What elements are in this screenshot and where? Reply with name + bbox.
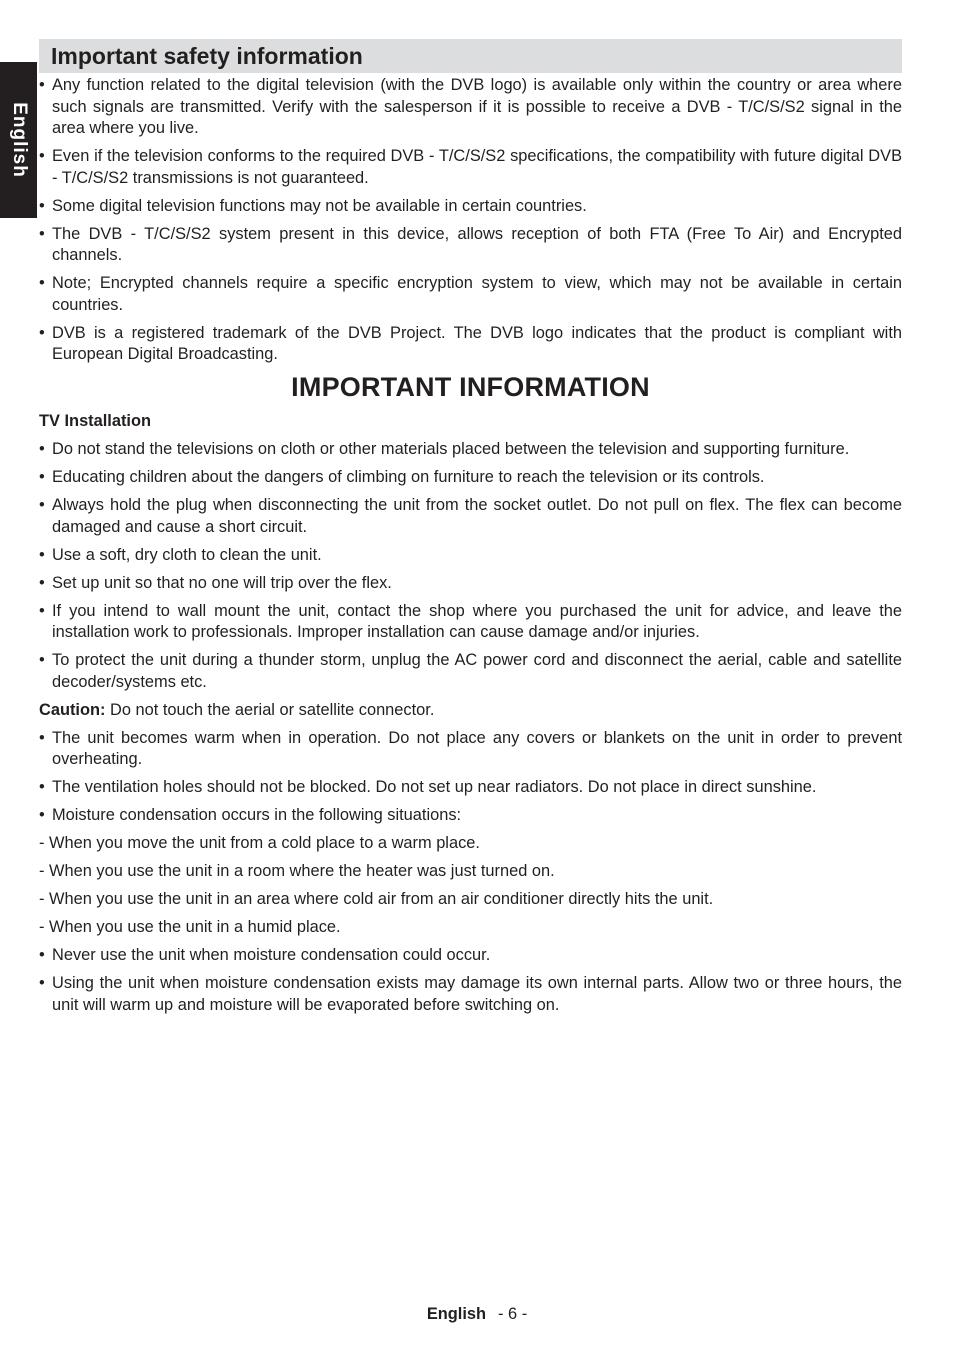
bullet-icon: • <box>39 573 45 592</box>
bullet-icon: • <box>39 224 45 243</box>
installation-bullet-list <box>39 439 902 693</box>
bullet-icon: • <box>39 728 45 747</box>
bullet-icon: • <box>39 274 45 292</box>
list-item: • Some digital television functions may not be available in certain countries. <box>39 196 902 218</box>
list-item: • Always hold the plug when disconnecting the unit from the socket outlet. Do not pull on flex. The flex can become damaged and cause a short circuit. <box>39 496 902 536</box>
list-item: • Any function related to the digital television (with the DVB logo) is available only within the country or area where such signals are transmitted. Verify with the salesperson if it is possible to receive a DVB - T/C/S/S2 signal in the area where you live. <box>39 76 902 137</box>
condensation-bullet-list <box>39 945 902 1016</box>
safety-section-title: Important safety information <box>39 39 902 73</box>
list-item: - When you use the unit in an area where cold air from an air conditioner directly hits the unit. <box>39 890 714 908</box>
bullet-icon: • <box>39 601 45 620</box>
list-item: • The unit becomes warm when in operation. Do not place any covers or blankets on the unit in order to prevent overheating. <box>39 728 902 768</box>
bullet-icon: • <box>39 147 45 165</box>
list-item: • DVB is a registered trademark of the DVB Project. The DVB logo indicates that the product is compliant with European Digital Broadcasting. <box>39 323 902 363</box>
list-item: - When you use the unit in a humid place. <box>39 918 341 936</box>
language-side-tab <box>0 62 37 218</box>
bullet-icon: • <box>39 651 45 669</box>
condensation-situations-list <box>39 833 902 939</box>
list-item: • Moisture condensation occurs in the following situations: <box>39 805 902 827</box>
list-item: • The ventilation holes should not be blocked. Do not set up near radiators. Do not place in direct sunshine. <box>39 777 902 799</box>
bullet-icon: • <box>39 468 45 486</box>
bullet-icon: • <box>39 545 45 564</box>
page-content <box>39 39 902 1023</box>
bullet-icon: • <box>39 496 45 514</box>
list-item: • Note; Encrypted channels require a specific encryption system to view, which may not be available in certain countries. <box>39 274 902 314</box>
bullet-icon: • <box>39 974 45 992</box>
caution-text: Do not touch the aerial or satellite connector. <box>105 700 435 719</box>
caution-label: Caution: <box>39 700 106 719</box>
bullet-icon: • <box>39 778 45 796</box>
bullet-icon: • <box>39 806 45 824</box>
list-item: • Set up unit so that no one will trip over the flex. <box>39 573 902 595</box>
list-item: - When you use the unit in a room where the heater was just turned on. <box>39 862 555 880</box>
list-item: • If you intend to wall mount the unit, contact the shop where you purchased the unit for advice, and leave the installation work to professionals. Improper installation can cause damage and/or injuries. <box>39 601 902 641</box>
important-information-heading: IMPORTANT INFORMATION <box>291 372 650 402</box>
caution-note <box>39 700 902 722</box>
bullet-icon: • <box>39 76 45 94</box>
list-item: • Even if the television conforms to the required DVB - T/C/S/S2 specifications, the compatibility with future digital DVB - T/C/S/S2 transmissions is not guaranteed. <box>39 147 902 187</box>
tv-installation-subheading: TV Installation <box>39 412 152 430</box>
bullet-icon: • <box>39 440 45 458</box>
bullet-icon: • <box>39 946 45 964</box>
list-item: • The DVB - T/C/S/S2 system present in this device, allows reception of both FTA (Free To Air) and Encrypted channels. <box>39 224 902 264</box>
bullet-icon: • <box>39 196 45 215</box>
page-footer <box>0 1305 954 1324</box>
list-item: • Do not stand the televisions on cloth or other materials placed between the television and supporting furniture. <box>39 439 902 461</box>
list-item: - When you move the unit from a cold place to a warm place. <box>39 834 480 852</box>
list-item: • Never use the unit when moisture condensation could occur. <box>39 945 902 967</box>
list-item: • To protect the unit during a thunder storm, unplug the AC power cord and disconnect the aerial, cable and satellite decoder/systems etc. <box>39 651 902 691</box>
operation-bullet-list <box>39 728 902 827</box>
side-tab-label: English <box>8 102 30 178</box>
safety-bullet-list <box>39 75 902 366</box>
list-item: • Educating children about the dangers of climbing on furniture to reach the television or its controls. <box>39 467 902 489</box>
page-number: - 6 - <box>498 1305 528 1323</box>
list-item: • Use a soft, dry cloth to clean the unit. <box>39 545 902 567</box>
footer-language: English <box>426 1305 487 1323</box>
list-item: • Using the unit when moisture condensation exists may damage its own internal parts. Allow two or three hours, the unit will warm up and moisture will be evaporated before switching on. <box>39 974 902 1014</box>
bullet-icon: • <box>39 323 45 342</box>
